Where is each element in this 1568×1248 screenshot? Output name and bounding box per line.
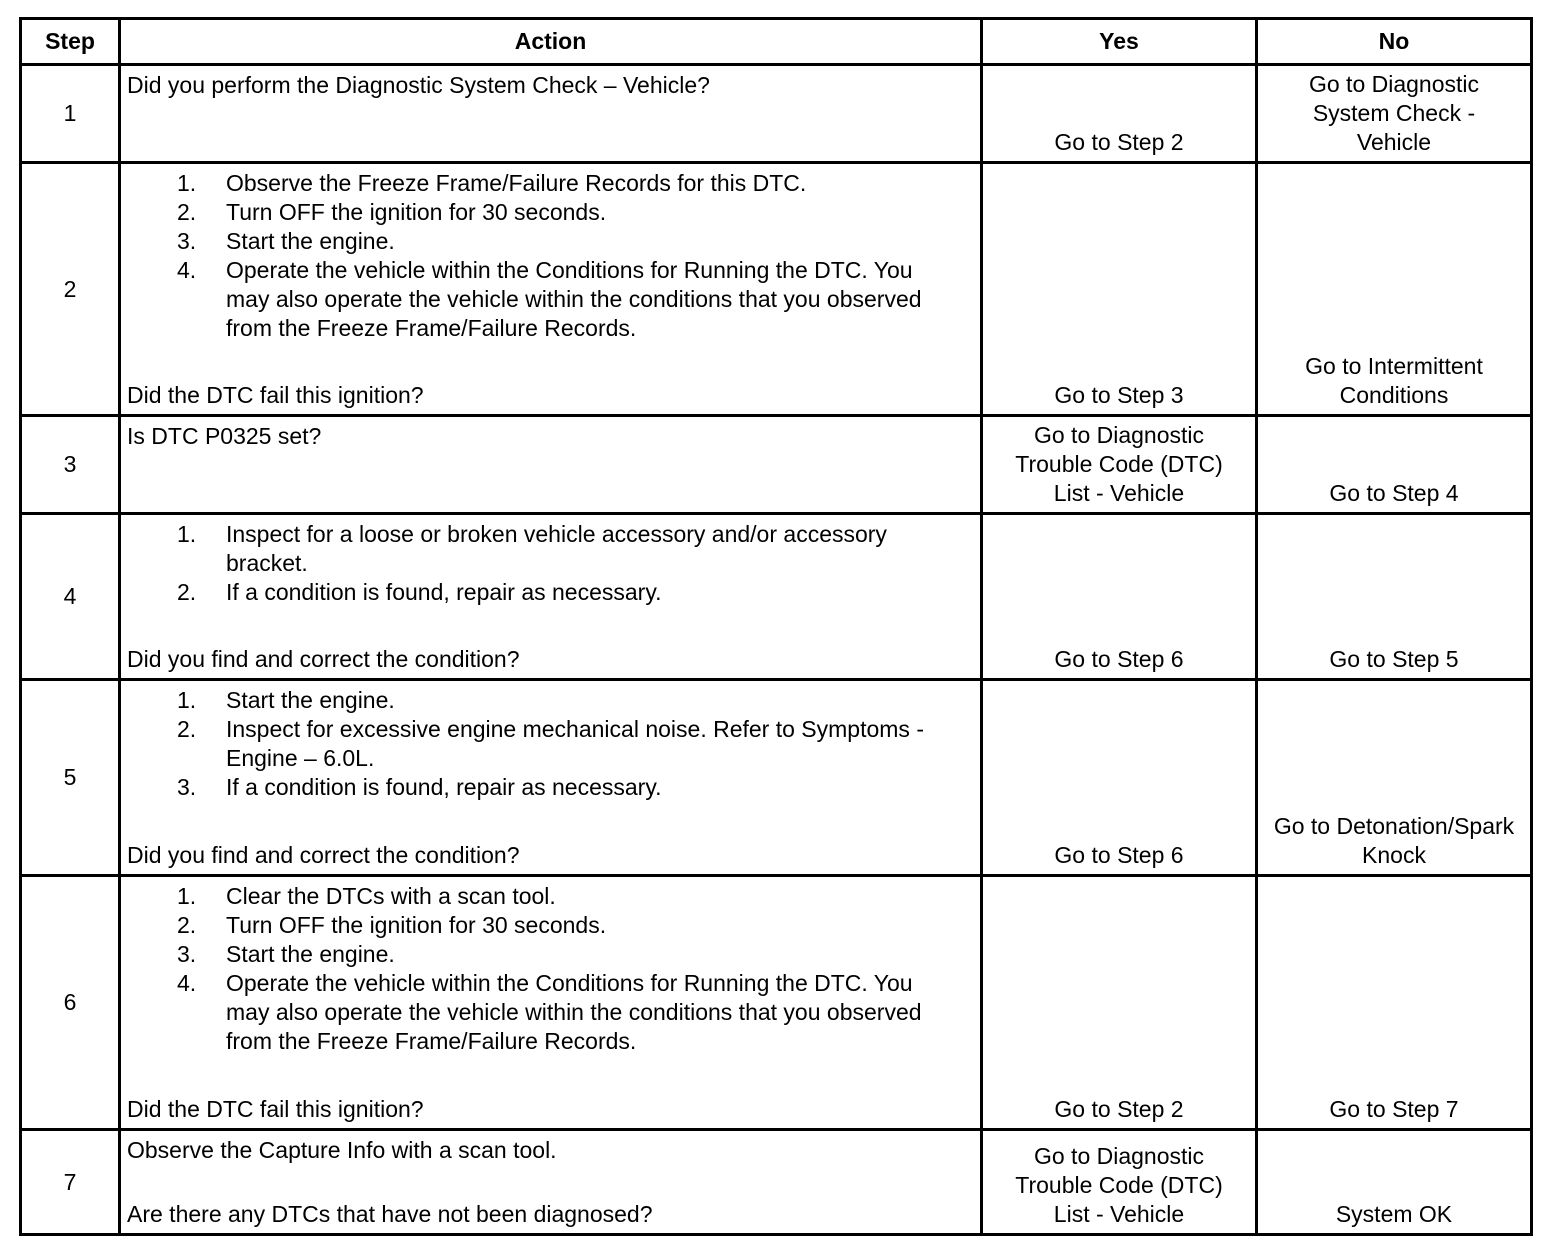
yes-cell bbox=[983, 66, 1258, 164]
yes-cell bbox=[983, 417, 1258, 515]
action-cell bbox=[121, 877, 983, 1131]
step-number: 1 bbox=[22, 66, 121, 164]
no-text: Go to Step 5 bbox=[1329, 646, 1459, 672]
list-item: 3. If a condition is found, repair as necessary. bbox=[177, 774, 662, 800]
yes-cell bbox=[983, 877, 1258, 1131]
yes-cell bbox=[983, 681, 1258, 877]
action-text: Did you perform the Diagnostic System Check – Vehicle? bbox=[127, 72, 710, 98]
action-list bbox=[127, 686, 974, 802]
no-cell bbox=[1258, 877, 1530, 1131]
action-question: Did you find and correct the condition? bbox=[127, 646, 520, 672]
action-list bbox=[127, 520, 974, 607]
action-cell bbox=[121, 164, 983, 417]
action-text: Is DTC P0325 set? bbox=[127, 423, 322, 449]
step-number: 6 bbox=[22, 877, 121, 1131]
yes-cell bbox=[983, 515, 1258, 681]
no-cell bbox=[1258, 681, 1530, 877]
step-number: 2 bbox=[22, 164, 121, 417]
action-cell bbox=[121, 66, 983, 164]
list-item: 3. Start the engine. bbox=[177, 228, 395, 254]
yes-text: Go to Step 6 bbox=[1054, 842, 1184, 868]
action-question: Did the DTC fail this ignition? bbox=[127, 382, 424, 408]
no-cell bbox=[1258, 1131, 1530, 1233]
action-text: Observe the Capture Info with a scan tool. bbox=[127, 1137, 557, 1163]
yes-text: Go to Step 6 bbox=[1054, 646, 1184, 672]
yes-cell bbox=[983, 1131, 1258, 1233]
action-question: Did the DTC fail this ignition? bbox=[127, 1096, 424, 1122]
no-text: Go to Detonation/Spark Knock bbox=[1273, 813, 1515, 868]
header-action: Action bbox=[121, 20, 983, 66]
list-item: 3. Start the engine. bbox=[177, 941, 395, 967]
no-cell bbox=[1258, 417, 1530, 515]
list-item: 1. Start the engine. bbox=[177, 687, 395, 713]
list-item: 1. Inspect for a loose or broken vehicle accessory and/or accessory bracket. bbox=[177, 521, 887, 576]
list-item: 1. Observe the Freeze Frame/Failure Records for this DTC. bbox=[177, 170, 807, 196]
step-number: 4 bbox=[22, 515, 121, 681]
action-question: Did you find and correct the condition? bbox=[127, 842, 520, 868]
list-item: 1. Clear the DTCs with a scan tool. bbox=[177, 883, 556, 909]
header-yes: Yes bbox=[983, 20, 1258, 66]
action-list bbox=[127, 169, 974, 343]
no-text: Go to Step 7 bbox=[1329, 1096, 1459, 1122]
no-text: Go to Intermittent Conditions bbox=[1305, 353, 1483, 408]
step-number: 5 bbox=[22, 681, 121, 877]
list-item: 2. Turn OFF the ignition for 30 seconds. bbox=[177, 199, 607, 225]
yes-cell bbox=[983, 164, 1258, 417]
step-number: 7 bbox=[22, 1131, 121, 1233]
yes-text: Go to Step 2 bbox=[1054, 129, 1184, 155]
step-number: 3 bbox=[22, 417, 121, 515]
header-no: No bbox=[1258, 20, 1530, 66]
list-item: 2. Inspect for excessive engine mechanical noise. Refer to Symptoms - Engine – 6.0L. bbox=[177, 716, 924, 771]
no-cell bbox=[1258, 515, 1530, 681]
no-cell bbox=[1258, 66, 1530, 164]
list-item: 4. Operate the vehicle within the Conditions for Running the DTC. You may also operate the vehicle within the conditions that you observed from the Freeze Frame/Failure Records. bbox=[177, 257, 922, 341]
action-cell bbox=[121, 1131, 983, 1233]
action-list bbox=[127, 882, 974, 1056]
list-item: 4. Operate the vehicle within the Conditions for Running the DTC. You may also operate the vehicle within the conditions that you observed from the Freeze Frame/Failure Records. bbox=[177, 970, 922, 1054]
yes-text: Go to Step 3 bbox=[1054, 382, 1184, 408]
action-cell bbox=[121, 515, 983, 681]
list-item: 2. If a condition is found, repair as necessary. bbox=[177, 579, 662, 605]
header-step: Step bbox=[22, 20, 121, 66]
action-question: Are there any DTCs that have not been diagnosed? bbox=[127, 1201, 653, 1227]
diagnostic-table bbox=[19, 17, 1533, 1236]
action-cell bbox=[121, 417, 983, 515]
no-text: Go to Diagnostic System Check - Vehicle bbox=[1308, 71, 1480, 155]
no-text: System OK bbox=[1335, 1201, 1453, 1227]
list-item: 2. Turn OFF the ignition for 30 seconds. bbox=[177, 912, 607, 938]
yes-text: Go to Diagnostic Trouble Code (DTC) List - Vehicle bbox=[1015, 422, 1223, 506]
yes-text: Go to Step 2 bbox=[1054, 1096, 1184, 1122]
no-cell bbox=[1258, 164, 1530, 417]
no-text: Go to Step 4 bbox=[1329, 480, 1459, 506]
yes-text: Go to Diagnostic Trouble Code (DTC) List - Vehicle bbox=[1015, 1143, 1223, 1227]
action-cell bbox=[121, 681, 983, 877]
